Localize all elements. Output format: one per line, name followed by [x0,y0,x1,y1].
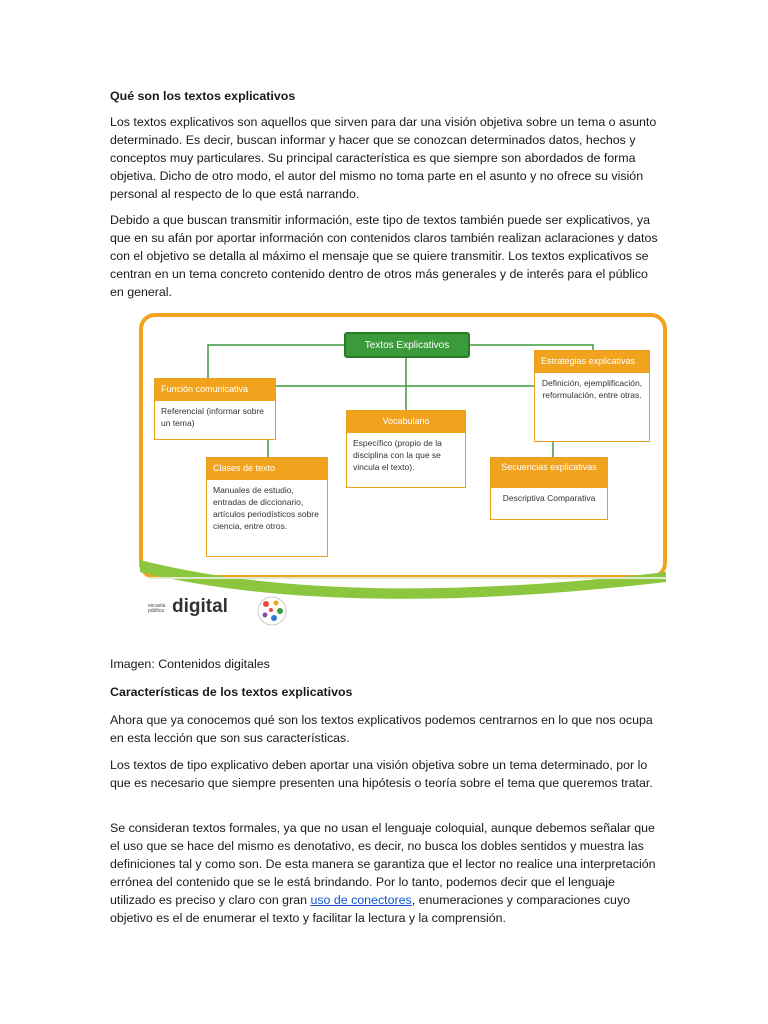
box-vocabulario: Vocabulario Específico (propio de la disciplina con la que se vincula el texto). [346,410,466,488]
paragraph-2: Debido a que buscan transmitir información, este tipo de textos también puede ser explicativos, ya que en su afán por aportar información con contenidos claros también realizan aclaraciones y datos con el objetivo se detalla al máximo el mensaje que se quiere transmitir. Los textos explicativos se centran en un tema concreto contenido dentro de otros más generales y de interés para el público en general. [110,213,658,299]
section-title-2: Características de los textos explicativos [110,685,353,699]
connectors-link[interactable]: uso de conectores [310,893,412,907]
section-title-1: Qué son los textos explicativos [110,89,296,103]
concept-diagram [138,310,668,635]
box-funcion: Función comunicativa Referencial (informar sobre un tema) [154,378,276,440]
diagram-root: Textos Explicativos [344,332,470,358]
paragraph-4: Los textos de tipo explicativo deben aportar una visión objetiva sobre un tema determinado, por lo que es necesario que siempre presenten una hipótesis o teoría sobre el tema que queremos tratar. [110,758,653,790]
paragraph-1: Los textos explicativos son aquellos que sirven para dar una visión objetiva sobre un tema o asunto determinado. Es decir, buscan informar y hacer que se conozcan determinados datos, hechos y conceptos muy particulares. Su principal característica es que siempre son abordados de forma objetiva. Dicho de otro modo, el autor del mismo no toma parte en el asunto y no ofrece su visión personal al respecto de lo que está narrando. [110,115,657,201]
box-clases: Clases de texto Manuales de estudio, entradas de diccionario, artículos periodísticos sobre ciencia, entre otros. [206,457,328,557]
paragraph-5: Se consideran textos formales, ya que no usan el lenguaje coloquial, aunque debemos señalar que el uso que se hace del mismo es denotativo, es decir, no busca los dobles sentidos y muestra las definiciones tal y como son. De esta manera se garantiza que el lector no realice una interpretación errónea del contenido que se le está brindando. Por lo tanto, podemos decir que el lenguaje utilizado es preciso y claro con gran uso de conectores, enumeraciones y comparaciones cuyo objetivo es el de enumerar el texto y facilitar la lectura y la comprensión. [110,821,656,925]
paragraph-3: Ahora que ya conocemos qué son los textos explicativos podemos centrarnos en lo que nos ocupa en esta lección que son sus características. [110,713,653,745]
logo-dots-icon [254,594,290,628]
box-estrategias: Estrategias explicativas Definición, ejemplificación, reformulación, entre otras. [534,350,650,442]
image-caption: Imagen: Contenidos digitales [110,657,270,671]
box-secuencias: Secuencias explicativas Descriptiva Comparativa [490,457,608,520]
escuela-digital-logo: escuela pública digital [148,594,298,628]
